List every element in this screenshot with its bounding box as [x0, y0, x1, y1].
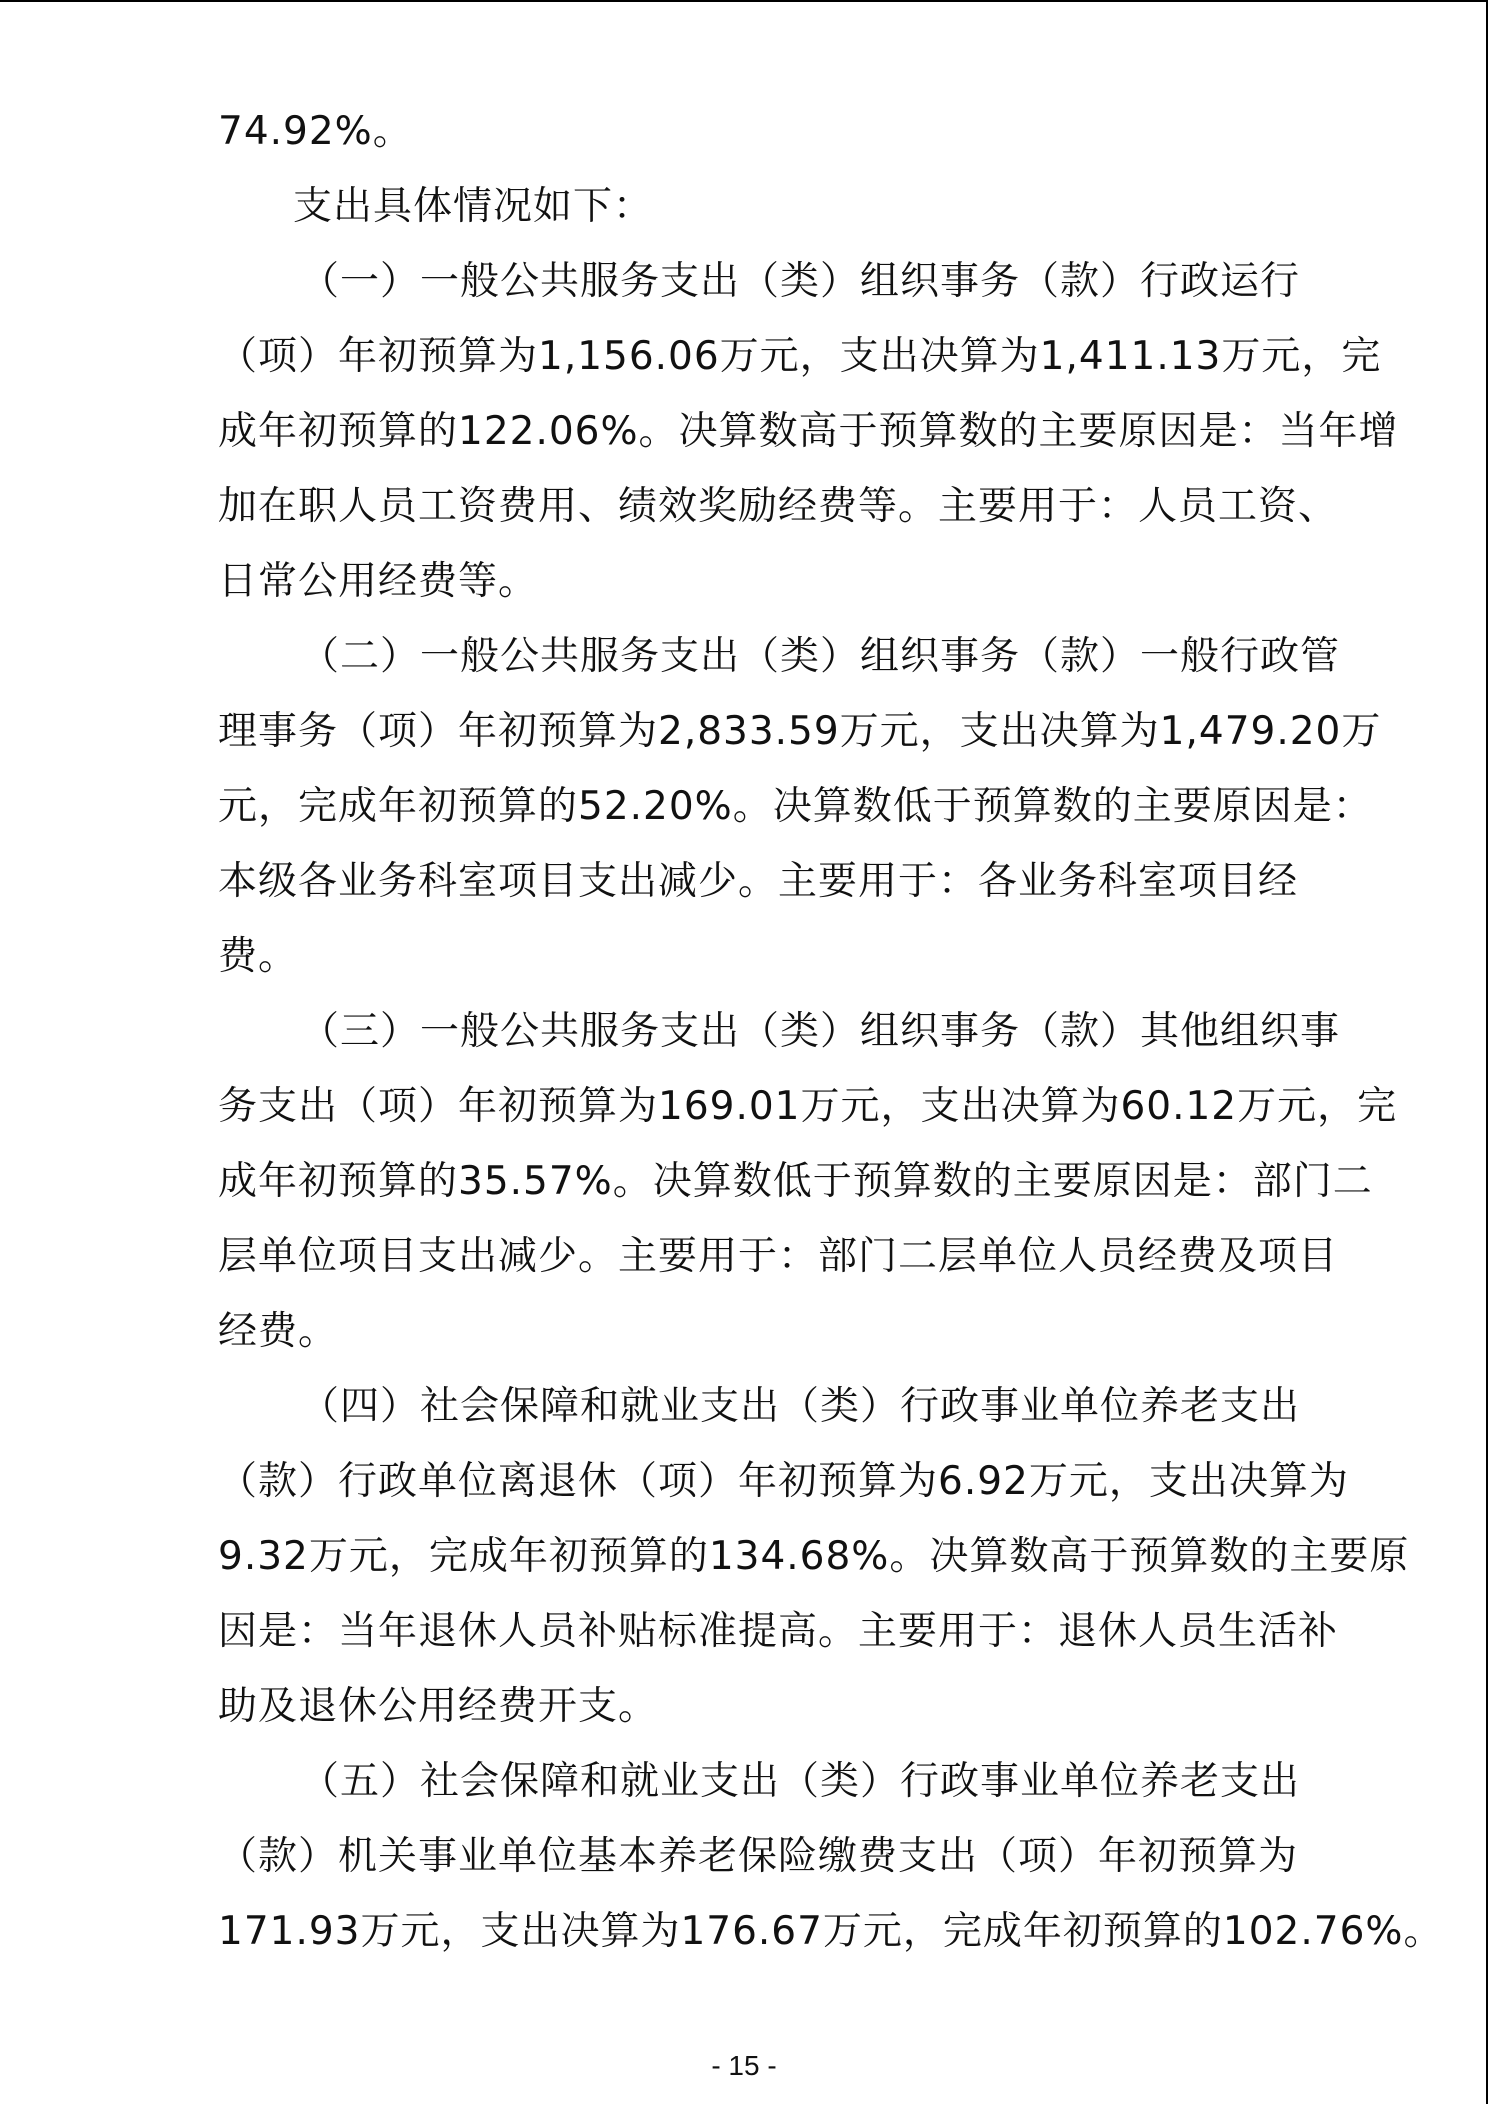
text-line: 层单位项目支出减少。主要用于：部门二层单位人员经费及项目 [218, 1234, 1339, 1279]
item-1-heading-line: （一）一般公共服务支出（类）组织事务（款）行政运行 [300, 259, 1301, 304]
text-line: 务支出（项）年初预算为169.01万元，支出决算为60.12万元，完 [218, 1084, 1398, 1129]
text-line: 费。 [218, 934, 299, 979]
section-intro: 支出具体情况如下： [293, 184, 654, 229]
text-line: 元，完成年初预算的52.20%。决算数低于预算数的主要原因是： [218, 784, 1373, 829]
text-line: 74.92%。 [218, 109, 413, 154]
text-line: 9.32万元，完成年初预算的134.68%。决算数高于预算数的主要原 [218, 1534, 1410, 1579]
item-2-heading-line: （二）一般公共服务支出（类）组织事务（款）一般行政管 [300, 634, 1341, 679]
text-line: 因是：当年退休人员补贴标准提高。主要用于：退休人员生活补 [218, 1609, 1339, 1654]
item-4-heading-line: （四）社会保障和就业支出（类）行政事业单位养老支出 [300, 1384, 1301, 1429]
item-5-heading-line: （五）社会保障和就业支出（类）行政事业单位养老支出 [300, 1759, 1301, 1804]
text-line: 助及退休公用经费开支。 [218, 1684, 659, 1729]
item-3-heading-line: （三）一般公共服务支出（类）组织事务（款）其他组织事 [300, 1009, 1341, 1054]
text-line: 成年初预算的122.06%。决算数高于预算数的主要原因是：当年增 [218, 409, 1399, 454]
text-line: 本级各业务科室项目支出减少。主要用于：各业务科室项目经 [218, 859, 1299, 904]
page-number: - 15 - [711, 2050, 777, 2081]
text-line: 171.93万元，支出决算为176.67万元，完成年初预算的102.76%。 [218, 1909, 1444, 1954]
text-line: （款）行政单位离退休（项）年初预算为6.92万元，支出决算为 [218, 1459, 1349, 1504]
text-line: 加在职人员工资费用、绩效奖励经费等。主要用于：人员工资、 [218, 484, 1339, 529]
text-line: 成年初预算的35.57%。决算数低于预算数的主要原因是：部门二 [218, 1159, 1373, 1204]
text-line: 经费。 [218, 1309, 339, 1354]
text-line: （款）机关事业单位基本养老保险缴费支出（项）年初预算为 [218, 1834, 1299, 1879]
text-line: 日常公用经费等。 [218, 559, 539, 604]
text-line: 理事务（项）年初预算为2,833.59万元，支出决算为1,479.20万 [218, 709, 1382, 754]
text-line: （项）年初预算为1,156.06万元，支出决算为1,411.13万元，完 [218, 334, 1382, 379]
body-text [218, 94, 1444, 1969]
